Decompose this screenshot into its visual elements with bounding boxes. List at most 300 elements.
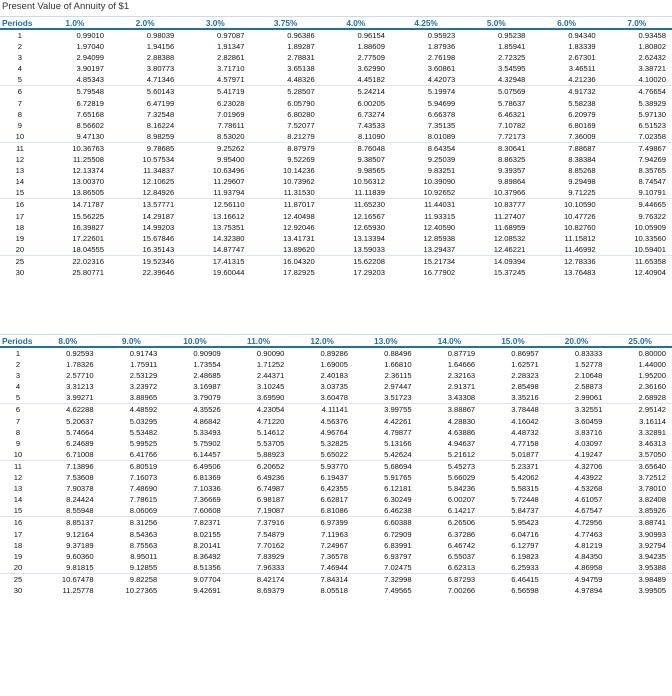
value-cell: 3.80773 xyxy=(146,64,175,74)
value-cell: 4.76654 xyxy=(602,86,672,98)
value-cell: 4.71220 xyxy=(256,416,285,426)
value-cell: 10.83777 xyxy=(461,199,531,211)
table-row xyxy=(0,540,672,551)
value-cell: 3.60478 xyxy=(320,393,348,403)
value-cell: 5.99525 xyxy=(129,438,158,448)
period-cell: 20 xyxy=(13,562,23,572)
value-cell: 6.30249 xyxy=(384,495,412,505)
value-cell: 3.83716 xyxy=(574,427,603,437)
value-cell: 7.36669 xyxy=(193,495,221,505)
value-cell: 6.71008 xyxy=(66,449,94,459)
value-cell: 0.98039 xyxy=(146,31,175,40)
value-cell: 3.60861 xyxy=(427,64,456,74)
value-cell: 2.53129 xyxy=(129,371,158,381)
value-cell: 8.74547 xyxy=(638,177,666,187)
periods-column-header: Periods xyxy=(0,335,36,348)
value-cell: 3.95388 xyxy=(638,562,666,572)
value-cell: 6.80519 xyxy=(100,460,164,472)
value-cell: 3.54595 xyxy=(497,64,526,74)
value-cell: 8.06069 xyxy=(129,506,158,516)
value-cell: 10.27365 xyxy=(125,585,158,595)
table-row xyxy=(0,449,672,461)
value-cell: 8.31256 xyxy=(100,517,164,529)
period-cell: 11 xyxy=(0,460,36,472)
table-row xyxy=(0,86,672,98)
period-cell: 7 xyxy=(17,98,22,108)
value-cell: 25.80771 xyxy=(72,267,104,277)
period-cell: 13 xyxy=(15,166,25,176)
value-cell: 4.57971 xyxy=(217,75,245,85)
value-cell: 6.74987 xyxy=(256,484,285,494)
value-cell: 0.80000 xyxy=(638,349,666,358)
value-cell: 5.42062 xyxy=(511,473,539,483)
value-cell: 7.10782 xyxy=(497,120,526,130)
value-cell: 3.71710 xyxy=(217,64,245,74)
period-cell: 4 xyxy=(17,64,22,74)
period-cell: 4 xyxy=(15,382,21,392)
value-cell: 9.37189 xyxy=(66,540,94,550)
value-cell: 11.46992 xyxy=(564,244,596,254)
table-row xyxy=(0,529,672,540)
period-cell: 2 xyxy=(17,42,22,52)
value-cell: 5.33493 xyxy=(193,427,221,437)
value-cell: 5.23371 xyxy=(481,460,545,472)
value-cell: 2.62432 xyxy=(638,53,666,63)
value-cell: 7.48690 xyxy=(129,484,158,494)
value-cell: 16.39827 xyxy=(72,222,104,232)
value-cell: 4.21236 xyxy=(568,75,596,85)
value-cell: 7.46944 xyxy=(320,562,348,572)
value-cell: 5.68694 xyxy=(354,460,418,472)
value-cell: 5.78637 xyxy=(497,98,526,108)
value-cell: 6.62817 xyxy=(320,495,348,505)
value-cell: 11.15812 xyxy=(564,233,596,243)
value-cell: 11.25508 xyxy=(72,155,104,165)
value-cell: 9.10791 xyxy=(638,188,666,198)
value-cell: 1.62571 xyxy=(511,360,539,370)
value-cell: 2.78831 xyxy=(287,53,315,63)
value-cell: 4.19247 xyxy=(574,449,603,459)
value-cell: 0.91743 xyxy=(129,349,158,358)
value-cell: 8.16224 xyxy=(146,120,175,130)
value-cell: 9.42691 xyxy=(193,585,221,595)
value-cell: 3.85926 xyxy=(638,506,666,516)
period-cell: 6 xyxy=(0,404,36,416)
table-row xyxy=(0,517,672,529)
table-row xyxy=(0,187,672,199)
rate-column-header: 14.0% xyxy=(418,335,482,348)
value-cell: 5.53705 xyxy=(256,438,285,448)
value-cell: 6.80280 xyxy=(287,109,315,119)
value-cell: 6.24689 xyxy=(66,438,94,448)
value-cell: 7.37916 xyxy=(227,517,291,529)
value-cell: 3.03735 xyxy=(320,382,348,392)
value-cell: 0.94340 xyxy=(568,31,596,40)
table-row xyxy=(0,41,672,52)
value-cell: 6.55037 xyxy=(447,551,476,561)
value-cell: 6.80169 xyxy=(568,120,596,130)
value-cell: 4.16042 xyxy=(511,416,539,426)
value-cell: 5.58315 xyxy=(511,484,539,494)
table-row xyxy=(0,359,672,370)
value-cell: 5.41719 xyxy=(180,86,250,98)
value-cell: 6.05790 xyxy=(287,98,315,108)
value-cell: 12.40498 xyxy=(283,211,315,221)
value-cell: 14.99203 xyxy=(142,222,175,232)
value-cell: 2.99061 xyxy=(574,393,603,403)
value-cell: 11.44031 xyxy=(391,199,461,211)
value-cell: 6.49506 xyxy=(163,460,227,472)
value-cell: 5.91765 xyxy=(384,473,412,483)
value-cell: 22.39646 xyxy=(142,267,175,277)
value-cell: 4.03097 xyxy=(574,438,603,448)
value-cell: 3.60459 xyxy=(574,416,603,426)
value-cell: 11.25778 xyxy=(62,585,94,595)
value-cell: 6.00205 xyxy=(357,98,385,108)
value-cell: 12.85938 xyxy=(423,233,456,243)
value-cell: 6.14457 xyxy=(193,449,221,459)
value-cell: 4.85343 xyxy=(76,75,104,85)
value-cell: 9.98565 xyxy=(357,166,385,176)
value-cell: 1.52778 xyxy=(574,360,603,370)
period-cell: 30 xyxy=(13,585,23,595)
period-cell: 11 xyxy=(0,142,40,154)
table-row xyxy=(0,573,672,585)
value-cell: 7.36009 xyxy=(568,131,596,141)
value-cell: 3.78010 xyxy=(638,484,666,494)
period-cell: 13 xyxy=(13,484,23,494)
value-cell: 4.71346 xyxy=(146,75,175,85)
period-cell: 15 xyxy=(15,188,25,198)
value-cell: 6.81086 xyxy=(320,506,348,516)
value-cell: 3.32551 xyxy=(545,404,609,416)
value-cell: 5.58238 xyxy=(568,98,596,108)
rate-column-header: 7.0% xyxy=(602,17,672,30)
value-cell: 6.41766 xyxy=(129,449,158,459)
period-cell: 17 xyxy=(13,529,23,539)
value-cell: 6.83991 xyxy=(384,540,412,550)
rate-column-header: 5.0% xyxy=(461,17,531,30)
table-row xyxy=(0,154,672,165)
value-cell: 4.81219 xyxy=(574,540,603,550)
value-cell: 9.82258 xyxy=(100,573,164,585)
value-cell: 4.43922 xyxy=(574,473,603,483)
rate-column-header: 3.0% xyxy=(180,17,250,30)
value-cell: 12.10625 xyxy=(142,177,175,187)
period-cell: 18 xyxy=(13,540,23,550)
rate-column-header: 3.75% xyxy=(250,17,320,30)
period-cell: 3 xyxy=(17,53,22,63)
value-cell: 3.99755 xyxy=(354,404,418,416)
value-cell: 11.29607 xyxy=(213,177,245,187)
value-cell: 2.10648 xyxy=(574,371,603,381)
value-cell: 11.31530 xyxy=(283,188,315,198)
value-cell: 2.85498 xyxy=(511,382,539,392)
table-row xyxy=(0,165,672,176)
value-cell: 13.86505 xyxy=(72,188,104,198)
value-cell: 5.66029 xyxy=(447,473,476,483)
value-cell: 5.14612 xyxy=(256,427,285,437)
value-cell: 8.51356 xyxy=(193,562,221,572)
value-cell: 0.87719 xyxy=(447,349,476,358)
value-cell: 15.62208 xyxy=(321,255,391,267)
value-cell: 1.64666 xyxy=(447,360,476,370)
value-cell: 6.20652 xyxy=(227,460,291,472)
value-cell: 1.83339 xyxy=(568,42,596,52)
value-cell: 5.21612 xyxy=(447,449,476,459)
value-cell: 6.19437 xyxy=(320,473,348,483)
value-cell: 8.24424 xyxy=(66,495,94,505)
value-cell: 1.66810 xyxy=(384,360,412,370)
value-cell: 13.57771 xyxy=(110,199,180,211)
value-cell: 22.02316 xyxy=(40,255,110,267)
value-cell: 7.19087 xyxy=(256,506,285,516)
value-cell: 14.87747 xyxy=(212,244,245,254)
value-cell: 4.28830 xyxy=(447,416,476,426)
rate-column-header: 20.0% xyxy=(545,335,609,348)
value-cell: 3.88965 xyxy=(129,393,158,403)
value-cell: 4.56376 xyxy=(320,416,348,426)
value-cell: 3.65640 xyxy=(608,460,672,472)
value-cell: 8.98259 xyxy=(146,131,175,141)
value-cell: 8.11090 xyxy=(358,131,385,141)
value-cell: 6.26506 xyxy=(418,517,482,529)
value-cell: 2.36115 xyxy=(384,371,412,381)
value-cell: 4.63886 xyxy=(447,427,476,437)
value-cell: 6.37286 xyxy=(447,529,476,539)
value-cell: 7.54879 xyxy=(256,529,285,539)
value-cell: 8.87979 xyxy=(250,142,320,154)
value-cell: 6.20979 xyxy=(568,109,596,119)
value-cell: 7.49565 xyxy=(384,585,412,595)
value-cell: 5.79548 xyxy=(40,86,110,98)
value-cell: 10.36763 xyxy=(40,142,110,154)
value-cell: 7.16073 xyxy=(129,473,158,483)
rate-column-header: 15.0% xyxy=(481,335,545,348)
value-cell: 4.10020 xyxy=(638,75,666,85)
value-cell: 13.00370 xyxy=(72,177,104,187)
value-cell: 2.72325 xyxy=(497,53,526,63)
value-cell: 1.94156 xyxy=(146,42,175,52)
value-cell: 7.02475 xyxy=(384,562,412,572)
value-cell: 5.07569 xyxy=(461,86,531,98)
periods-column-header: Periods xyxy=(0,17,40,30)
value-cell: 4.79877 xyxy=(384,427,412,437)
value-cell: 4.42261 xyxy=(384,416,412,426)
table-row xyxy=(0,63,672,74)
value-cell: 7.78611 xyxy=(217,120,245,130)
value-cell: 8.21279 xyxy=(287,131,315,141)
value-cell: 8.56602 xyxy=(76,120,104,130)
table-row xyxy=(0,267,672,278)
value-cell: 1.95200 xyxy=(638,371,666,381)
period-cell: 1 xyxy=(17,31,22,40)
table-row xyxy=(0,199,672,211)
value-cell: 7.60608 xyxy=(193,506,221,516)
value-cell: 10.73962 xyxy=(283,177,315,187)
value-cell: 1.71252 xyxy=(256,360,285,370)
value-cell: 2.32163 xyxy=(447,371,476,381)
value-cell: 5.03295 xyxy=(129,416,158,426)
value-cell: 2.82861 xyxy=(217,53,245,63)
table-row xyxy=(0,505,672,517)
value-cell: 3.79079 xyxy=(193,393,221,403)
value-cell: 19.60044 xyxy=(212,267,245,277)
value-cell: 7.90378 xyxy=(66,484,94,494)
value-cell: 3.88867 xyxy=(418,404,482,416)
value-cell: 8.02155 xyxy=(193,529,221,539)
value-cell: 5.84737 xyxy=(511,506,539,516)
value-cell: 6.72909 xyxy=(384,529,412,539)
value-cell: 15.67846 xyxy=(142,233,175,243)
period-cell: 16 xyxy=(0,199,40,211)
value-cell: 6.81369 xyxy=(193,473,221,483)
value-cell: 9.81815 xyxy=(66,562,94,572)
table-row xyxy=(0,494,672,505)
value-cell: 3.94235 xyxy=(638,551,666,561)
value-cell: 5.32825 xyxy=(320,438,348,448)
value-cell: 7.53608 xyxy=(66,473,94,483)
value-cell: 10.33560 xyxy=(634,233,666,243)
value-cell: 17.22601 xyxy=(72,233,104,243)
value-cell: 12.40904 xyxy=(634,267,666,277)
value-cell: 4.94637 xyxy=(447,438,476,448)
value-cell: 4.84350 xyxy=(574,551,603,561)
value-cell: 4.94759 xyxy=(545,573,609,585)
value-cell: 7.96333 xyxy=(256,562,285,572)
value-cell: 8.95011 xyxy=(130,551,158,561)
value-cell: 16.35143 xyxy=(142,244,175,254)
value-cell: 9.83251 xyxy=(427,166,456,176)
value-cell: 5.97130 xyxy=(638,109,666,119)
value-cell: 3.90197 xyxy=(76,64,104,74)
table-row xyxy=(0,211,672,222)
value-cell: 6.46415 xyxy=(481,573,545,585)
period-cell: 15 xyxy=(13,506,23,516)
value-cell: 17.82925 xyxy=(283,267,315,277)
value-cell: 1.78326 xyxy=(66,360,94,370)
value-cell: 10.14236 xyxy=(283,166,315,176)
value-cell: 9.12855 xyxy=(129,562,158,572)
value-cell: 9.39357 xyxy=(497,166,526,176)
value-cell: 7.00266 xyxy=(447,585,476,595)
value-cell: 3.10245 xyxy=(256,382,285,392)
value-cell: 19.52346 xyxy=(110,255,180,267)
value-cell: 9.12164 xyxy=(66,529,94,539)
value-cell: 6.87293 xyxy=(418,573,482,585)
value-cell: 2.68928 xyxy=(638,393,666,403)
value-cell: 7.13896 xyxy=(36,460,100,472)
value-cell: 6.19823 xyxy=(511,551,539,561)
value-cell: 5.01877 xyxy=(511,449,539,459)
value-cell: 3.98489 xyxy=(608,573,672,585)
value-cell: 14.29187 xyxy=(142,211,175,221)
value-cell: 7.88687 xyxy=(531,142,601,154)
period-cell: 3 xyxy=(15,371,21,381)
value-cell: 5.94699 xyxy=(427,98,456,108)
value-cell: 7.24967 xyxy=(320,540,348,550)
value-cell: 3.51723 xyxy=(384,393,412,403)
value-cell: 10.59401 xyxy=(634,244,666,254)
value-cell: 2.91371 xyxy=(447,382,476,392)
value-cell: 15.37245 xyxy=(493,267,526,277)
value-cell: 3.92794 xyxy=(638,540,666,550)
value-cell: 11.65230 xyxy=(321,199,391,211)
value-cell: 9.44665 xyxy=(602,199,672,211)
value-cell: 8.85268 xyxy=(568,166,596,176)
rate-column-header: 4.25% xyxy=(391,17,461,30)
table-row xyxy=(0,404,672,416)
value-cell: 6.12181 xyxy=(384,484,412,494)
period-cell: 2 xyxy=(15,360,21,370)
value-cell: 4.72956 xyxy=(545,517,609,529)
value-cell: 11.93794 xyxy=(213,188,245,198)
table-row xyxy=(0,562,672,574)
value-cell: 5.75902 xyxy=(193,438,221,448)
value-cell: 7.94269 xyxy=(638,155,666,165)
value-cell: 14.32380 xyxy=(212,233,245,243)
value-cell: 13.13394 xyxy=(353,233,385,243)
value-cell: 4.23054 xyxy=(227,404,291,416)
table-row xyxy=(0,74,672,86)
value-cell: 4.48326 xyxy=(287,75,315,85)
value-cell: 6.12797 xyxy=(511,540,539,550)
value-cell: 4.61057 xyxy=(574,495,603,505)
value-cell: 3.38721 xyxy=(638,64,666,74)
period-cell: 9 xyxy=(17,120,22,130)
value-cell: 7.35135 xyxy=(427,120,456,130)
value-cell: 18.04555 xyxy=(72,244,104,254)
value-cell: 13.75351 xyxy=(212,222,245,232)
value-cell: 10.92652 xyxy=(423,188,456,198)
value-cell: 6.23028 xyxy=(217,98,245,108)
value-cell: 8.76048 xyxy=(321,142,391,154)
value-cell: 3.69590 xyxy=(256,393,285,403)
value-cell: 4.77158 xyxy=(511,438,539,448)
period-cell: 8 xyxy=(15,427,21,437)
value-cell: 3.65138 xyxy=(287,64,315,74)
value-cell: 7.11963 xyxy=(321,529,348,539)
value-cell: 5.65022 xyxy=(320,449,348,459)
value-cell: 6.46238 xyxy=(384,506,412,516)
value-cell: 2.97447 xyxy=(384,382,412,392)
value-cell: 6.72819 xyxy=(76,98,104,108)
period-cell: 5 xyxy=(15,393,21,403)
value-cell: 5.42624 xyxy=(384,449,412,459)
value-cell: 7.32548 xyxy=(146,109,175,119)
value-cell: 0.90090 xyxy=(256,349,285,358)
table-row xyxy=(0,255,672,267)
value-cell: 2.67301 xyxy=(568,53,596,63)
value-cell: 5.93770 xyxy=(290,460,354,472)
table-row xyxy=(0,244,672,256)
value-cell: 9.52269 xyxy=(287,155,315,165)
value-cell: 6.46742 xyxy=(447,540,476,550)
value-cell: 14.09394 xyxy=(461,255,531,267)
value-cell: 4.35526 xyxy=(163,404,227,416)
value-cell: 9.47130 xyxy=(76,131,104,141)
value-cell: 8.42174 xyxy=(227,573,291,585)
value-cell: 0.99010 xyxy=(76,31,104,40)
period-cell: 16 xyxy=(0,517,36,529)
table-row xyxy=(0,142,672,154)
value-cell: 1.91347 xyxy=(217,42,245,52)
value-cell: 6.25933 xyxy=(511,562,539,572)
value-cell: 4.42073 xyxy=(427,75,456,85)
value-cell: 12.65930 xyxy=(353,222,385,232)
value-cell: 6.60388 xyxy=(354,517,418,529)
value-cell: 4.77463 xyxy=(574,529,603,539)
